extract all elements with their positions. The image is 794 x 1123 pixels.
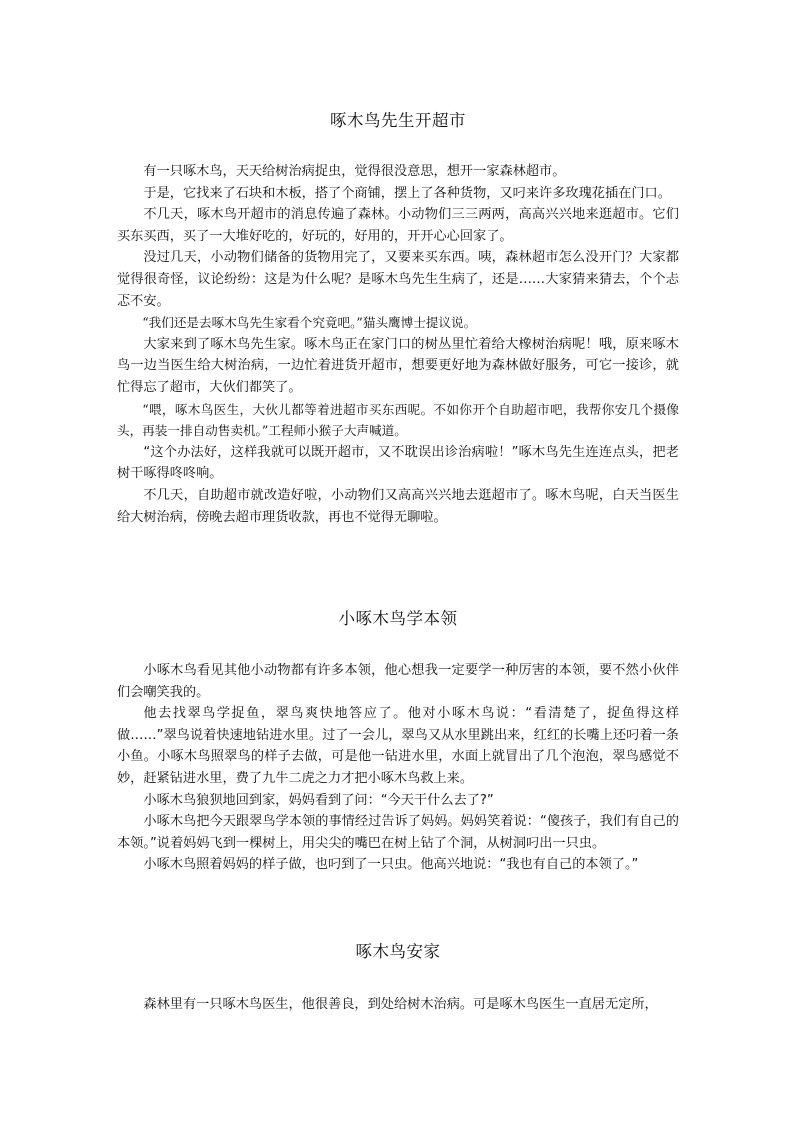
paragraph: 于是，它找来了石块和木板，搭了个商铺，摆上了各种货物，又叼来许多玫瑰花插在门口。 bbox=[143, 185, 671, 201]
paragraph: “这个办法好，这样我就可以既开超市，又不耽误出诊治病啦！”啄木鸟先生连连点头，把老树干啄得咚咚响。 bbox=[117, 444, 679, 482]
story-woodpecker-home bbox=[117, 938, 679, 1016]
paragraph: 森林里有一只啄木鸟医生，他很善良，到处给树木治病。可是啄木鸟医生一直居无定所， bbox=[143, 997, 658, 1012]
story-title: 小啄木鸟学本领 bbox=[338, 609, 458, 628]
paragraph: 小啄木鸟把今天跟翠鸟学本领的事情经过告诉了妈妈。妈妈笑着说：“傻孩子，我们有自己的本领。”说着妈妈飞到一棵树上，用尖尖的嘴巴在树上钻了个洞，从树洞叼出一只虫。 bbox=[117, 814, 679, 851]
paragraph: 小啄木鸟照着妈妈的样子做，也叼到了一只虫。他高兴地说：“我也有自己的本领了。” bbox=[143, 857, 639, 873]
paragraph: 没过几天，小动物们储备的货物用完了，又要来买东西。咦，森林超市怎么没开门？大家都觉得很奇怪，议论纷纷：这是为什么呢？是啄木鸟先生生病了，还是……大家猜来猜去，个个忐忑不安。 bbox=[117, 250, 679, 309]
paragraph: 不几天，啄木鸟开超市的消息传遍了森林。小动物们三三两两，高高兴兴地来逛超市。它们买东买西，买了一大堆好吃的，好玩的，好用的，开开心心回家了。 bbox=[117, 207, 679, 244]
paragraph: 小啄木鸟狼狈地回到家，妈妈看到了问：“今天干什么去了?” bbox=[143, 792, 494, 808]
paragraph: “喂，啄木鸟医生，大伙儿都等着进超市买东西呢。不如你开个自助超市吧，我帮你安几个摄像头，再装一排自动售卖机。”工程师小猴子大声喊道。 bbox=[117, 401, 679, 439]
paragraph: “我们还是去啄木鸟先生家看个究竟吧。”猫头鹰博士提议说。 bbox=[142, 315, 477, 331]
paragraph: 小啄木鸟看见其他小动物都有许多本领，他心想我一定要学一种厉害的本领，要不然小伙伴们会嘲笑我的。 bbox=[117, 663, 679, 700]
paragraph: 不几天，自助超市就改造好啦，小动物们又高高兴兴地去逛超市了。啄木鸟呢，白天当医生给大树治病，傍晚去超市理货收款，再也不觉得无聊啦。 bbox=[117, 487, 679, 525]
story-title: 啄木鸟先生开超市 bbox=[330, 111, 466, 130]
paragraph: 大家来到了啄木鸟先生家。啄木鸟正在家门口的树丛里忙着给大橡树治病呢！哦，原来啄木鸟一边当医生给大树治病，一边忙着进货开超市，想要更好地为森林做好服务，可它一接诊，就忙得忘了超市，大伙们都笑了。 bbox=[117, 336, 679, 395]
story-little-woodpecker-learns bbox=[117, 605, 679, 876]
paragraph: 有一只啄木鸟，天天给树治病捉虫，觉得很没意思，想开一家森林超市。 bbox=[143, 164, 566, 179]
story-title: 啄木鸟安家 bbox=[355, 942, 441, 961]
story-woodpecker-supermarket bbox=[117, 107, 679, 528]
paragraph: 他去找翠鸟学捉鱼，翠鸟爽快地答应了。他对小啄木鸟说：“看清楚了，捉鱼得这样做……”翠鸟说着快速地钻进水里。过了一会儿，翠鸟又从水里跳出来，红红的长嘴上还叼着一条小鱼。小啄木鸟照翠鸟的样子去做，可是他一钻进水里，水面上就冒出了几个泡泡，翠鸟感觉不妙，赶紧钻进水里，费了九牛二虎之力才把小啄木鸟救上来。 bbox=[117, 706, 679, 786]
